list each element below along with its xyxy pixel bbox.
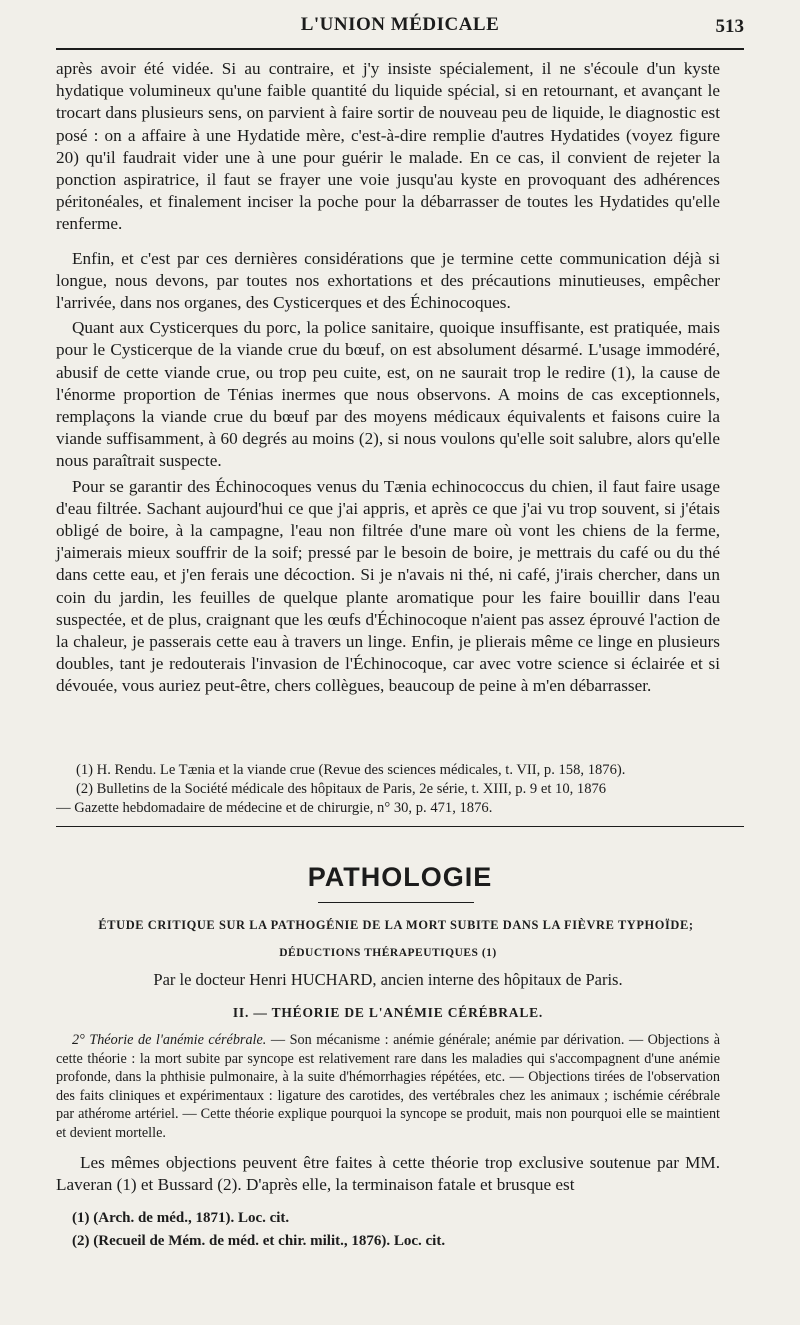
footnote-b1: (1) (Arch. de méd., 1871). Loc. cit. (72, 1210, 290, 1226)
header-rule (56, 48, 744, 50)
final-paragraph-block (56, 1152, 720, 1197)
journal-title: L'UNION MÉDICALE (300, 14, 500, 35)
article-author: Par le docteur Henri HUCHARD, ancien interne des hôpitaux de Paris. (153, 970, 623, 989)
heading-underline (318, 902, 474, 903)
article-subtitle-2: DÉDUCTIONS THÉRAPEUTIQUES (1) (279, 947, 497, 959)
summary-block (56, 1031, 720, 1143)
footnote-2-continued: — Gazette hebdomadaire de médecine et de chirurgie, n° 30, p. 471, 1876. (56, 799, 493, 816)
footnote-b2: (2) (Recueil de Mém. de méd. et chir. milit., 1876). Loc. cit. (72, 1233, 446, 1249)
footnote-1: (1) H. Rendu. Le Tænia et la viande crue (Revue des sciences médicales, t. VII, p. 158, 1876). (76, 762, 626, 778)
final-paragraph: Les mêmes objections peuvent être faites à cette théorie trop exclusive soutenue par MM. Laveran (1) et Bussard (2). D'après elle, la terminaison fatale et brusque est (56, 1153, 720, 1195)
paragraph-3: Quant aux Cysticerques du porc, la police sanitaire, quoique insuffisante, est pratiquée, mais pour le Cysticerque de la viande crue du bœuf, on est absolument désarmé. L'usage immodéré, abusif de cette viande crue, ou trop peu cuite, est, on ne saurait trop le redire (1), la cause de l'énorme proportion de Ténias inermes que nous observons. A moins de cas exceptionnels, remplaçons la viande crue du bœuf par des moyens médicaux équivalents et faisons cuire la viande suffisamment, à 60 degrés au moins (2), si nous voulons qu'elle soit salubre, alors qu'elle nous paraîtrait suspecte. (56, 318, 720, 471)
paragraph-4: Pour se garantir des Échinocoques venus du Tænia echinococcus du chien, il faut faire usage d'eau filtrée. Sachant aujourd'hui ce que j'ai appris, et après ce que j'ai vu trop souvent, si j'étais obligé de boire, à la campagne, l'eau non filtrée d'une mare où vont les chiens de la ferme, j'aimerais mieux souffrir de la soif; pressé par le besoin de boire, je mettrais du café ou du thé dans cette eau, et j'en ferais une décoction. Si je n'avais ni thé, ni café, j'irais chercher, dans un coin du jardin, les feuilles de quelque plante aromatique pour les faire bouillir dans l'eau suspectée, et de plus, craignant que les œufs d'Échinocoque n'aient pas assez éprouvé l'action de la chaleur, je passerais cette eau à travers un linge. Enfin, je plierais même ce linge en plusieurs doubles, tant je redouterais l'invasion de l'Échinocoque, car avec votre science si éclairée et si dévouée, vous auriez peut-être, chers collègues, beaucoup de peine à m'en débarrasser. (56, 476, 720, 696)
footnotes-bottom (72, 1207, 672, 1253)
paragraph-1: après avoir été vidée. Si au contraire, et j'y insiste spécialement, il ne s'écoule d'un kyste hydatique volumineux qu'une faible quantité du liquide spécial, si en retournant, et avançant le trocart dans plusieurs sens, on parvient à faire sortir de nouveau peu de liquide, le diagnostic est posé : on a affaire à une Hydatide mère, c'est-à-dire remplie d'autres Hydatides (voyez figure 20) qu'il faudrait vider une à une pour guérir le malade. En ce cas, il convient de rejeter la ponction aspiratrice, il faut se frayer une voie jusqu'au kyste en provoquant des adhérences péritonéales, et finalement inciser la poche pour la débarrasser de toutes les Hydatides qu'elle renferme. (56, 59, 720, 234)
article-body (56, 58, 720, 698)
summary-label: 2° Théorie de l'anémie cérébrale. (72, 1032, 267, 1048)
part-heading: II. — THÉORIE DE L'ANÉMIE CÉRÉBRALE. (232, 1005, 544, 1020)
summary-text: — Son mécanisme : anémie générale; anémie par dérivation. — Objections à cette théorie : la mort subite par syncope est relativement rare dans les maladies qui s'accompagnent d'une anémie profonde, dans la phthisie pulmonaire, à la suite d'hémorrhagies répétées, etc. — Objections tirées de l'observation des faits cliniques et expérimentaux : ligature des carotides, des vertébrales chez les animaux ; ischémie cérébrale par athérome artériel. — Cette théorie explique pourquoi la syncope se produit, mais non pourquoi elle se maintient et devient mortelle. (56, 1032, 720, 1141)
page-number: 513 (715, 16, 744, 37)
article-subtitle: ÉTUDE CRITIQUE SUR LA PATHOGÉNIE DE LA MORT SUBITE DANS LA FIÈVRE TYPHOÏDE; (98, 918, 694, 932)
section-heading: PATHOLOGIE (307, 862, 493, 892)
paragraph-2: Enfin, et c'est par ces dernières considérations que je termine cette communication déjà si longue, nous devons, par toutes nos exhortations et des précautions minutieuses, empêcher l'arrivée, dans nos organes, des Cysticerques et des Échinocoques. (56, 248, 720, 313)
footnotes-top (56, 761, 728, 817)
running-header (56, 14, 744, 44)
footnote-2: (2) Bulletins de la Société médicale des hôpitaux de Paris, 2e série, t. XIII, p. 9 et 10, 1876 (76, 780, 607, 797)
section-divider (56, 826, 744, 827)
